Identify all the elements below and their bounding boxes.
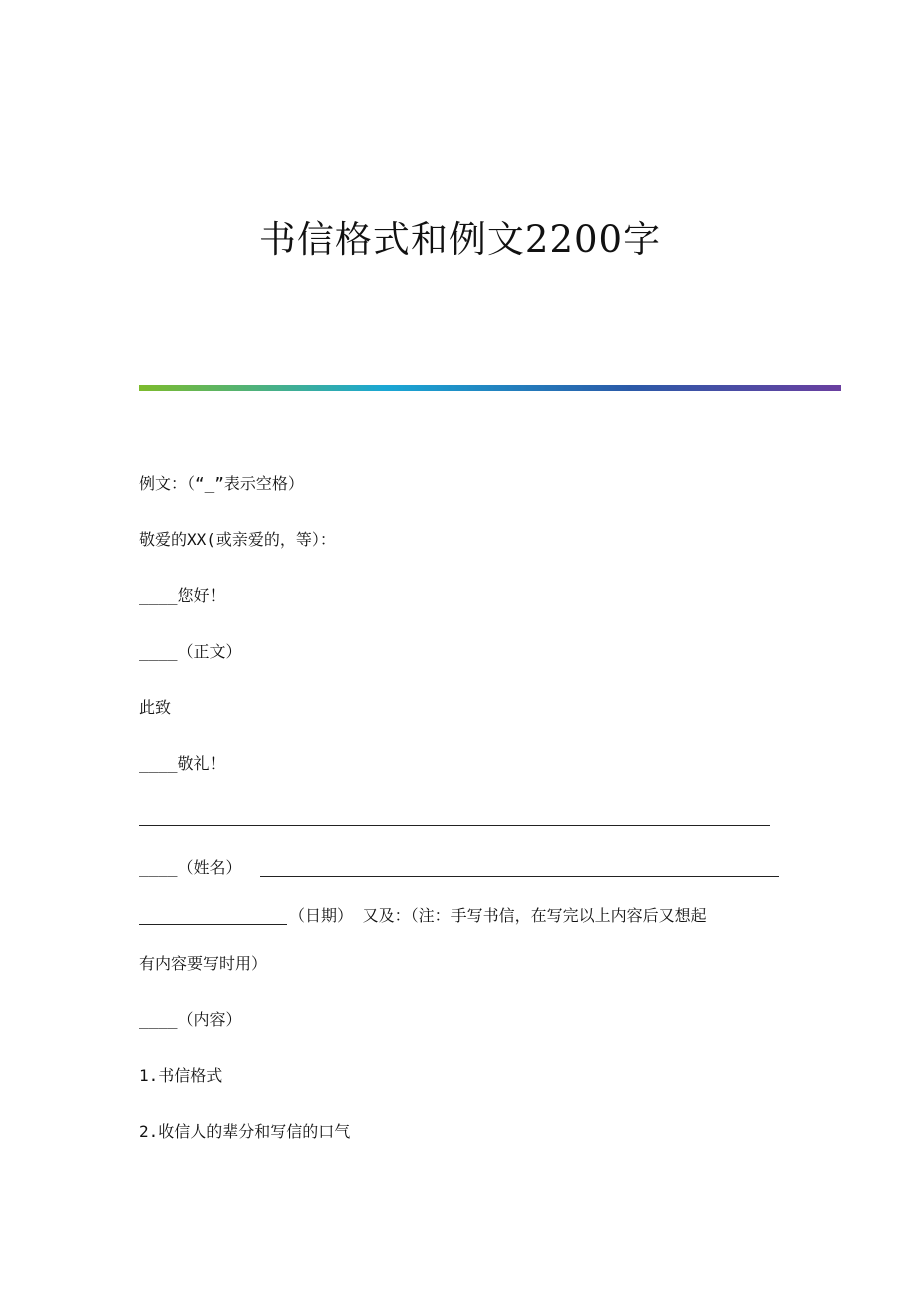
- signature-rule: [139, 825, 770, 826]
- date-postscript-continuation: 有内容要写时用）: [139, 954, 268, 973]
- list-item-1: 1.书信格式: [139, 1066, 223, 1085]
- closing-line-1: 此致: [139, 698, 172, 717]
- name-line: ____（姓名）: [139, 858, 242, 877]
- list-item-2: 2.收信人的辈分和写信的口气: [139, 1122, 351, 1141]
- date-rule: [139, 924, 287, 925]
- intro-line: 例文：（“_”表示空格）: [139, 474, 304, 493]
- salutation-line: 敬爱的XX(或亲爱的，等）：: [139, 530, 336, 549]
- title-gradient-rule: [139, 385, 841, 391]
- closing-line-2: ____敬礼！: [139, 754, 226, 773]
- body-line: ____（正文）: [139, 642, 242, 661]
- page-title: 书信格式和例文2200字: [258, 218, 662, 261]
- content-line: ____（内容）: [139, 1010, 242, 1029]
- greeting-line: ____您好！: [139, 586, 226, 605]
- date-postscript-line: （日期） 又及：（注：手写书信，在写完以上内容后又想起: [289, 906, 707, 925]
- name-rule: [260, 876, 779, 877]
